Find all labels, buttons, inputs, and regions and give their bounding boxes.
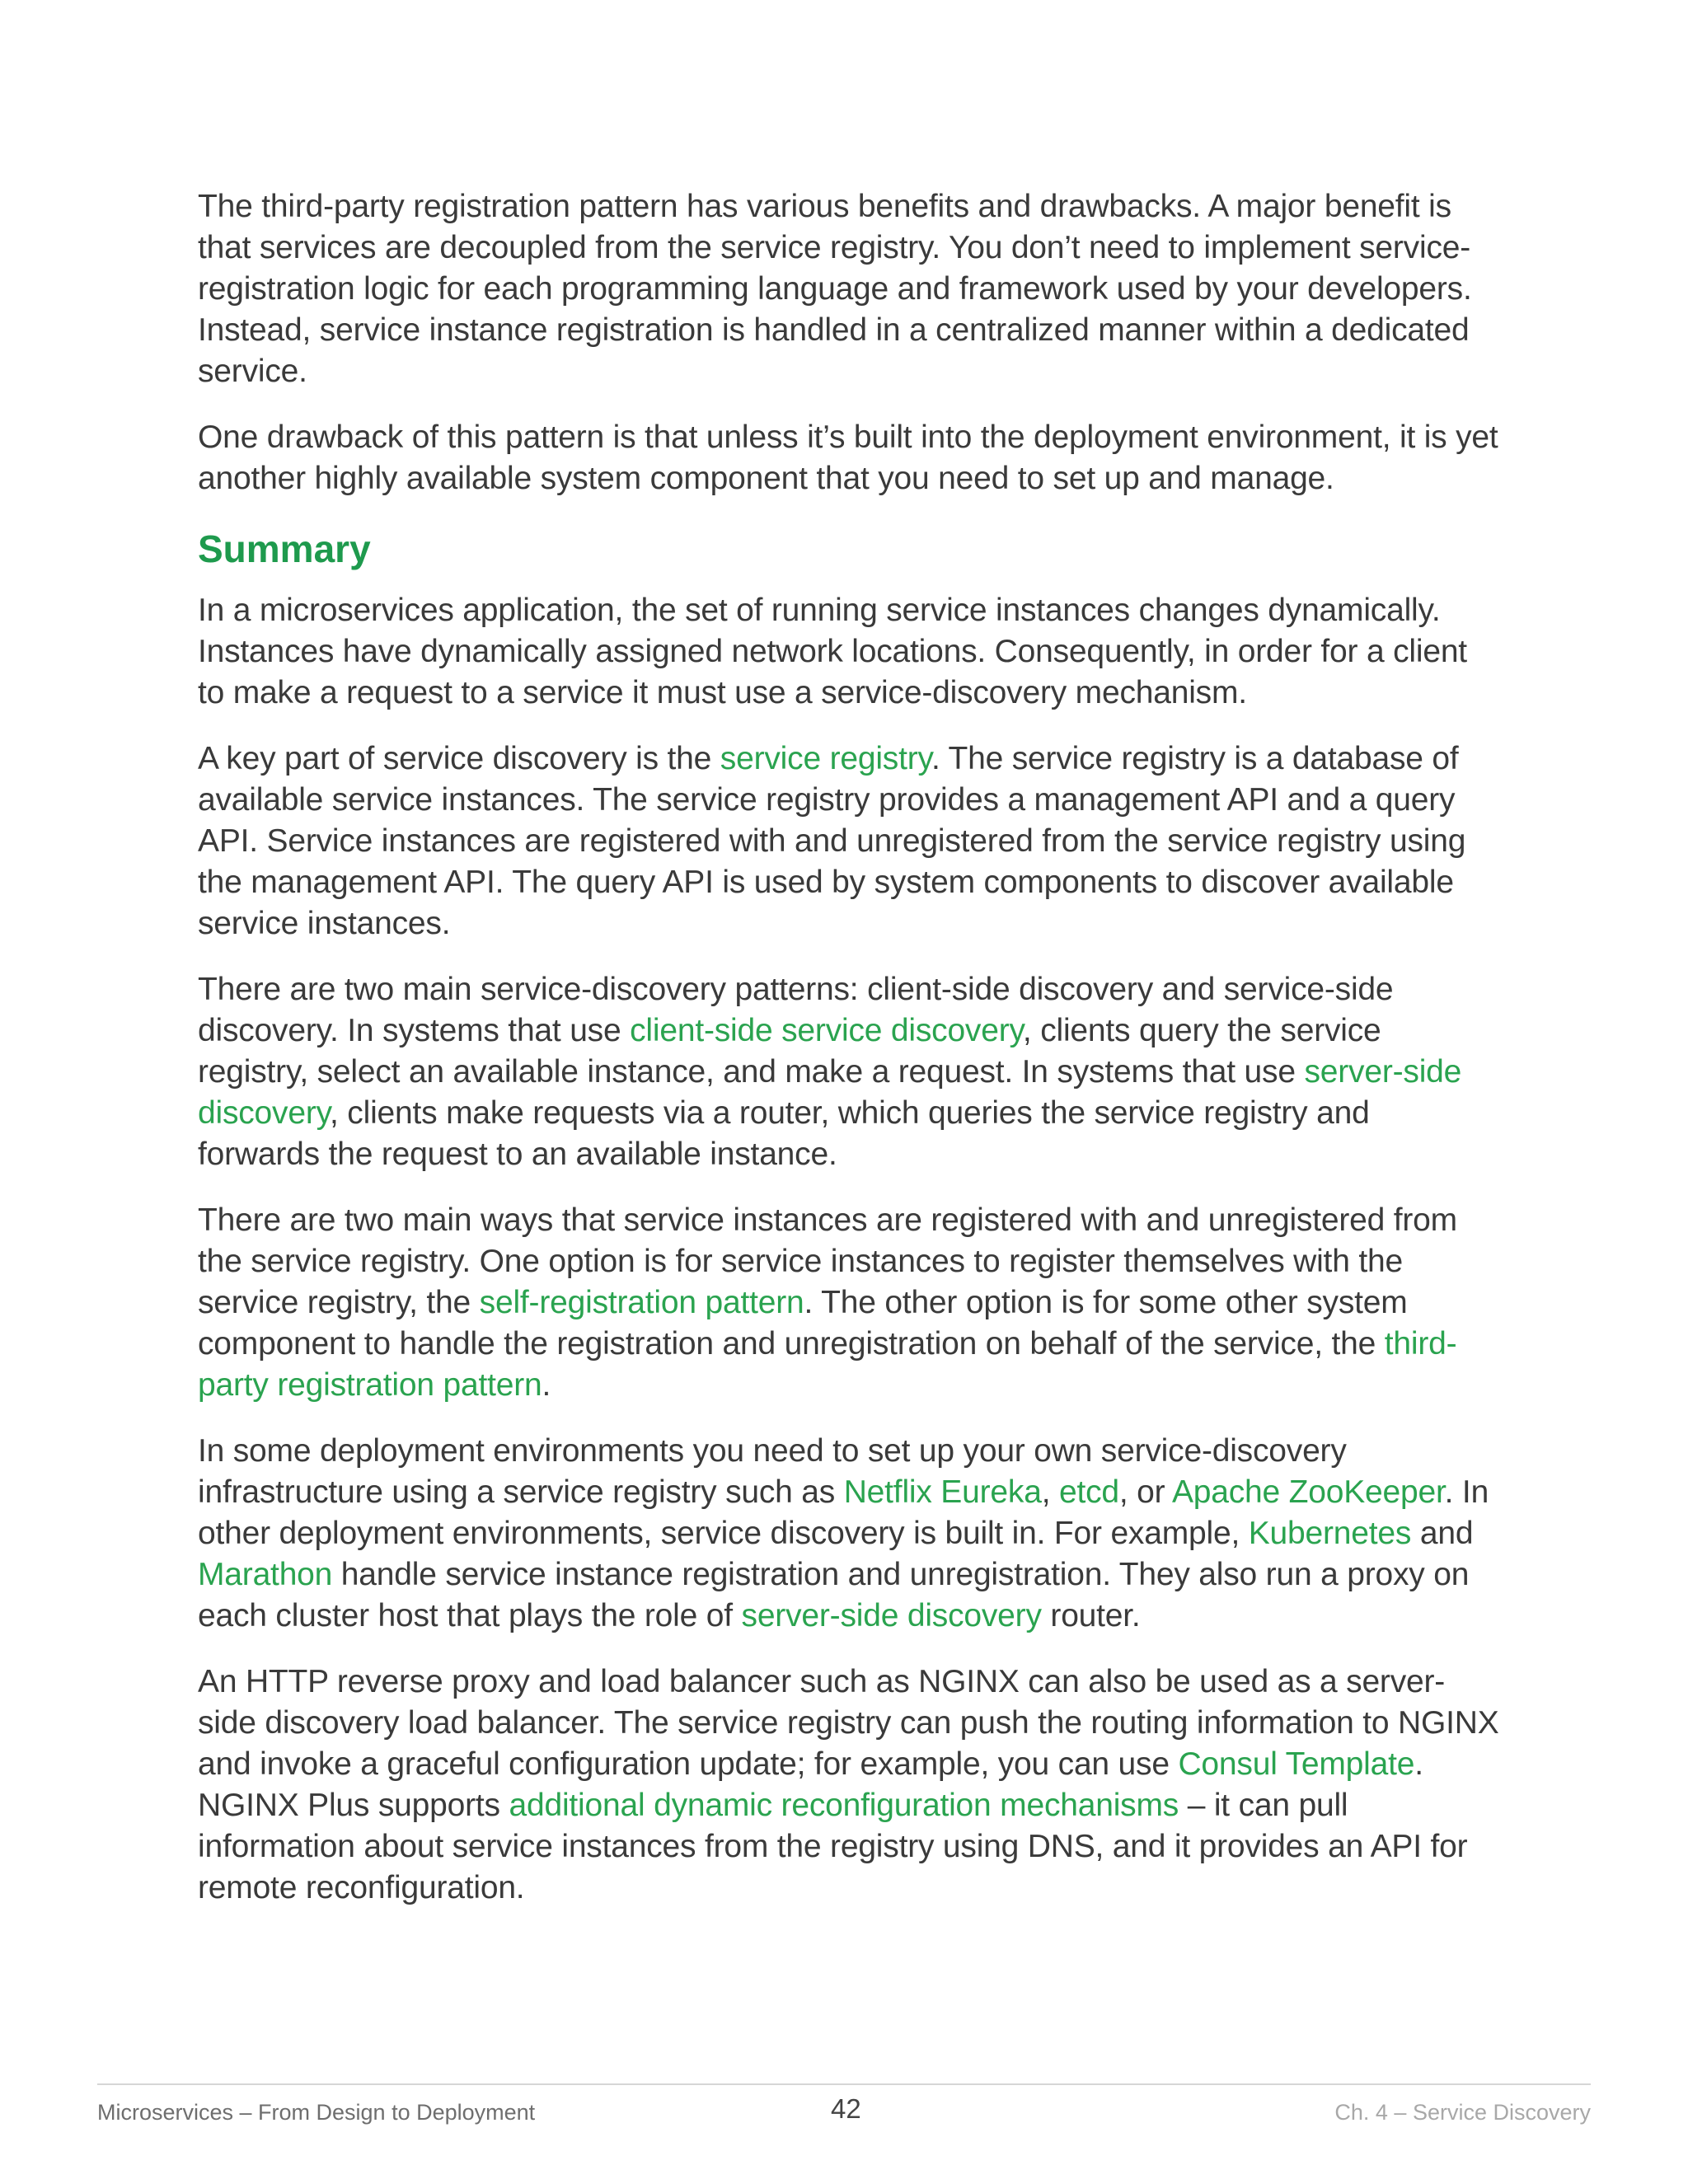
text-run: . The service registry is a database of available service instances. The service registry provides a management API and a query API. Service instances are registered with and unregistered from the service registry using the management API. The query API is used by system components to discover available service instances. [198,741,1466,941]
summary-paragraph-4 [198,1200,1500,1406]
text-run: There are two main service-discovery patterns: client-side discovery and service-side discovery. In systems that use [198,972,1394,1048]
footer-book-title: Microservices – From Design to Deployment [97,2100,536,2125]
page-footer [97,2093,1591,2135]
text-run: , clients make requests via a router, which queries the service registry and forwards the request to an available instance. [198,1095,1370,1172]
link-dynamic-reconfiguration-mechanisms[interactable]: additional dynamic reconfiguration mechanisms [509,1788,1179,1823]
footer-chapter: Ch. 4 – Service Discovery [1334,2100,1591,2125]
link-client-side-service-discovery[interactable]: client-side service discovery [630,1013,1023,1048]
link-apache-zookeeper[interactable]: Apache ZooKeeper [1171,1474,1445,1510]
text-run: . In other deployment environments, service discovery is built in. For example, [198,1474,1489,1551]
footer-page-number: 42 [831,2093,861,2124]
page-content [198,186,1500,1933]
footer-divider [97,2083,1591,2085]
link-self-registration-pattern[interactable]: self-registration pattern [479,1285,804,1320]
summary-paragraph-5 [198,1431,1500,1637]
intro-paragraph-2: One drawback of this pattern is that unless it’s built into the deployment environment, it is yet another highly available system component that you need to set up and manage. [198,419,1498,496]
link-etcd[interactable]: etcd [1058,1474,1119,1510]
section-heading-summary: Summary [198,527,371,570]
link-kubernetes[interactable]: Kubernetes [1248,1516,1412,1551]
text-run: handle service instance registration and unregistration. They also run a proxy on each cluster host that plays the role of [198,1557,1470,1633]
text-run: . [542,1367,551,1403]
text-run: A key part of service discovery is the [198,741,720,776]
text-run: router. [1041,1598,1141,1633]
link-third-party-registration-pattern[interactable]: third-party registration pattern [198,1326,1457,1403]
text-run: , [1041,1474,1059,1510]
text-run: There are two main ways that service instances are registered with and unregistered from the service registry. One option is for service instances to register themselves with the service registry, the [198,1202,1457,1320]
summary-paragraph-2 [198,738,1500,944]
text-run: – it can pull information about service instances from the registry using DNS, and it provides an API for remote reconfiguration. [198,1788,1468,1905]
intro-paragraph-1: The third-party registration pattern has various benefits and drawbacks. A major benefit is that services are decoupled from the service registry. You don’t need to implement service-registration logic for each programming language and framework used by your developers. Instead, service instance registration is handled in a centralized manner within a dedicated service. [198,189,1472,389]
link-marathon[interactable]: Marathon [198,1557,333,1592]
text-run: , or [1118,1474,1172,1510]
text-run: In some deployment environments you need to set up your own service-discovery infrastructure using a service registry such as [198,1433,1347,1510]
text-run: . The other option is for some other system component to handle the registration and unregistration on behalf of the service, the [198,1285,1408,1361]
text-run: and [1411,1516,1474,1551]
summary-paragraph-1: In a microservices application, the set of running service instances changes dynamically. Instances have dynamically assigned network locations. Consequently, in order for a client to make a request to a service it must use a service-discovery mechanism. [198,593,1467,710]
text-run: An HTTP reverse proxy and load balancer such as NGINX can also be used as a server-side discovery load balancer. The service registry can push the routing information to NGINX and invoke a graceful configuration update; for example, you can use [198,1664,1499,1782]
link-consul-template[interactable]: Consul Template [1178,1746,1415,1782]
summary-paragraph-6 [198,1661,1500,1909]
text-run: , clients query the service registry, select an available instance, and make a request. In systems that use [198,1013,1381,1090]
link-server-side-discovery[interactable]: server-side discovery [198,1054,1462,1131]
summary-paragraph-3 [198,969,1500,1175]
link-service-registry[interactable]: service registry [720,741,931,776]
text-run: . NGINX Plus supports [198,1746,1423,1823]
link-server-side-discovery-router[interactable]: server-side discovery [741,1598,1042,1633]
link-netflix-eureka[interactable]: Netflix Eureka [843,1474,1042,1510]
